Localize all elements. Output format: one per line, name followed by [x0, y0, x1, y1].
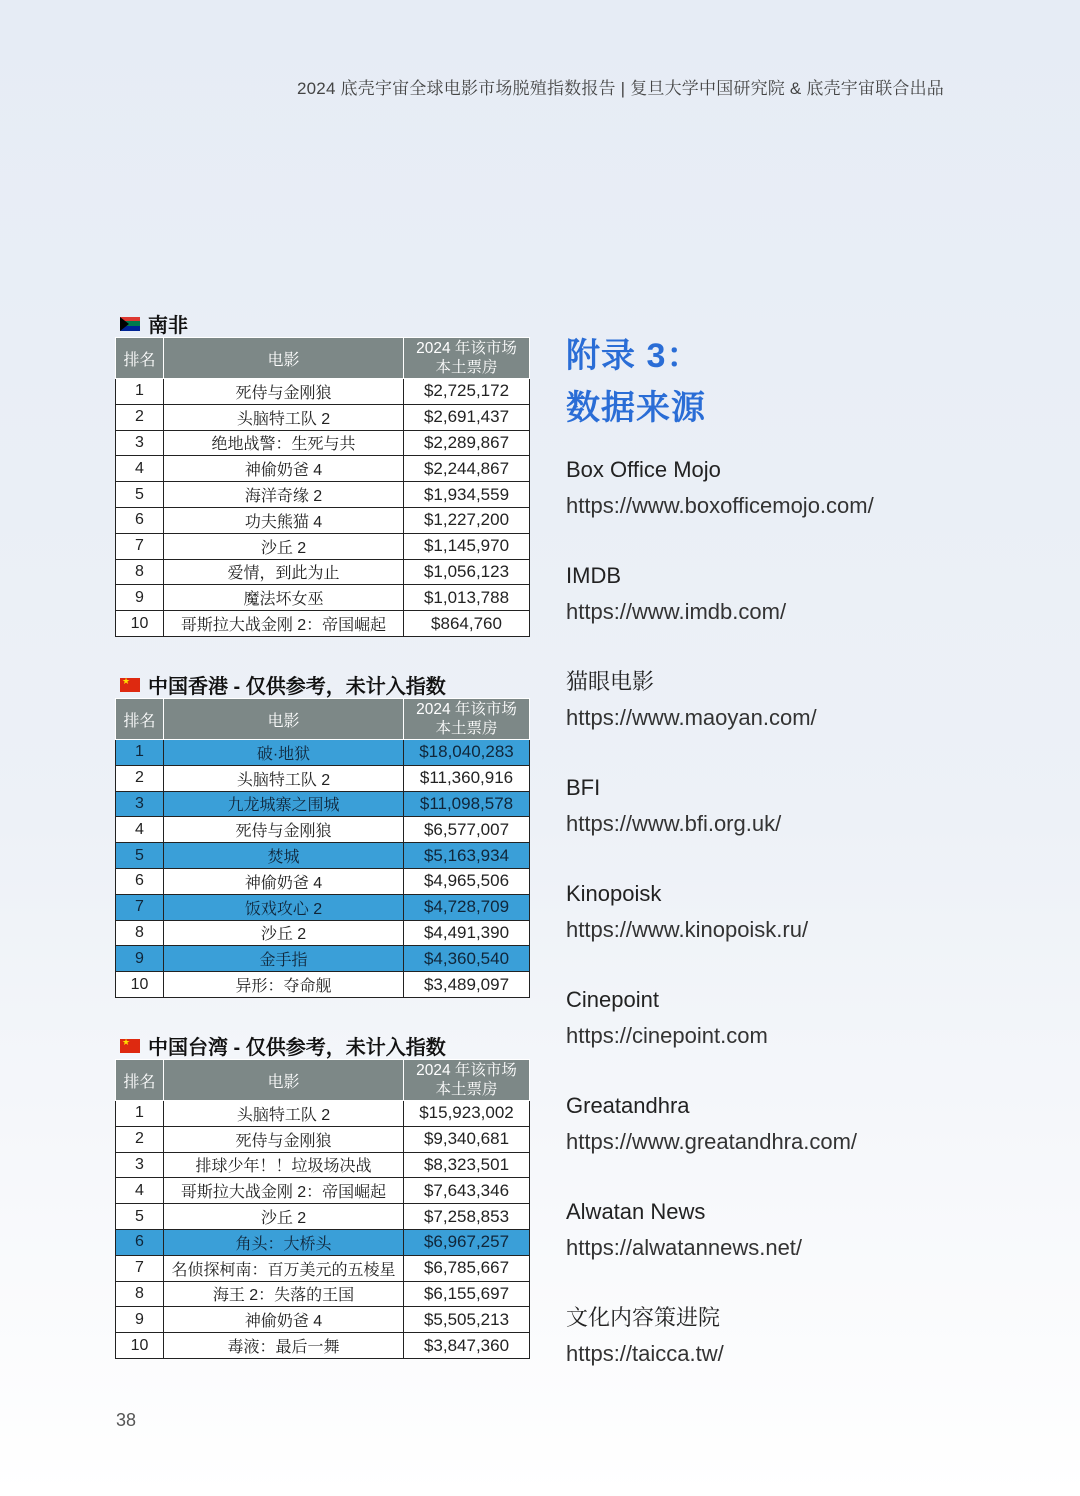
gross-cell: $2,244,867 [404, 456, 530, 482]
gross-cell: $4,728,709 [404, 894, 530, 920]
rank-cell: 2 [116, 1126, 164, 1152]
table-row [116, 868, 530, 894]
source-url-link[interactable]: https://www.bfi.org.uk/ [566, 811, 782, 836]
rank-cell: 6 [116, 1229, 164, 1255]
film-cell: 头脑特工队 2 [164, 1101, 404, 1127]
film-cell: 海王 2：失落的王国 [164, 1281, 404, 1307]
film-column-header: 电影 [164, 699, 404, 740]
table-row [116, 1255, 530, 1281]
film-column-header: 电影 [164, 1060, 404, 1101]
rank-cell: 1 [116, 740, 164, 766]
film-column-header: 电影 [164, 338, 404, 379]
gross-cell: $4,491,390 [404, 920, 530, 946]
section-title-taiwan [120, 1031, 446, 1060]
source-item [566, 773, 1046, 839]
table-row [116, 533, 530, 559]
source-url-link[interactable]: https://www.greatandhra.com/ [566, 1129, 858, 1154]
source-item [566, 1091, 1046, 1157]
appendix-title-line2: 数据来源 [566, 389, 706, 427]
rank-cell: 5 [116, 843, 164, 869]
film-cell: 神偷奶爸 4 [164, 456, 404, 482]
film-cell: 头脑特工队 2 [164, 404, 404, 430]
film-cell: 沙丘 2 [164, 920, 404, 946]
gross-cell: $9,340,681 [404, 1126, 530, 1152]
table-row [116, 1152, 530, 1178]
source-name: Kinopoisk [566, 881, 662, 906]
gross-cell: $3,847,360 [404, 1333, 530, 1359]
film-cell: 金手指 [164, 946, 404, 972]
rank-cell: 7 [116, 894, 164, 920]
table-row [116, 559, 530, 585]
film-cell: 破·地狱 [164, 740, 404, 766]
section-title-text: 中国台湾 - 仅供参考，未计入指数 [148, 1037, 446, 1059]
source-name: Alwatan News [566, 1199, 706, 1224]
gross-cell: $11,098,578 [404, 791, 530, 817]
gross-cell: $3,489,097 [404, 972, 530, 998]
film-cell: 角头：大桥头 [164, 1229, 404, 1255]
page-header: 2024 底壳宇宙全球电影市场脱殖指数报告 | 复旦大学中国研究院 & 底壳宇宙联合出品 [297, 79, 944, 98]
source-url-link[interactable]: https://www.imdb.com/ [566, 599, 787, 624]
appendix-title-line1: 附录 3： [566, 337, 702, 375]
gross-cell: $1,056,123 [404, 559, 530, 585]
film-cell: 爱情，到此为止 [164, 559, 404, 585]
page-number: 38 [116, 1410, 137, 1430]
table-row [116, 1281, 530, 1307]
market-header-line2: 本土票房 [435, 720, 498, 737]
gross-cell: $6,155,697 [404, 1281, 530, 1307]
rank-cell: 10 [116, 972, 164, 998]
rank-cell: 6 [116, 507, 164, 533]
gross-cell: $2,691,437 [404, 404, 530, 430]
box-office-table-south-africa [115, 337, 530, 637]
source-url-link[interactable]: https://www.kinopoisk.ru/ [566, 917, 809, 942]
gross-cell: $4,965,506 [404, 868, 530, 894]
gross-cell: $15,923,002 [404, 1101, 530, 1127]
source-item [566, 667, 1046, 733]
rank-cell: 5 [116, 482, 164, 508]
source-name: Greatandhra [566, 1093, 690, 1118]
table-row [116, 1101, 530, 1127]
table-row [116, 456, 530, 482]
film-cell: 异形：夺命舰 [164, 972, 404, 998]
section-title-text: 南非 [148, 315, 188, 337]
source-item [566, 985, 1046, 1051]
source-name: 猫眼电影 [566, 669, 655, 694]
film-cell: 排球少年！！垃圾场决战 [164, 1152, 404, 1178]
rank-cell: 9 [116, 585, 164, 611]
china-flag-icon [120, 1039, 140, 1053]
box-office-table-taiwan [115, 1059, 530, 1359]
gross-cell: $4,360,540 [404, 946, 530, 972]
gross-cell: $6,967,257 [404, 1229, 530, 1255]
gross-cell: $1,013,788 [404, 585, 530, 611]
source-name: Cinepoint [566, 987, 659, 1012]
film-cell: 魔法坏女巫 [164, 585, 404, 611]
gross-cell: $1,145,970 [404, 533, 530, 559]
rank-cell: 2 [116, 765, 164, 791]
table-row [116, 817, 530, 843]
rank-cell: 1 [116, 379, 164, 405]
rank-cell: 3 [116, 791, 164, 817]
source-item [566, 561, 1046, 627]
gross-cell: $6,577,007 [404, 817, 530, 843]
gross-cell: $1,227,200 [404, 507, 530, 533]
gross-cell: $7,643,346 [404, 1178, 530, 1204]
table-row [116, 379, 530, 405]
rank-cell: 4 [116, 456, 164, 482]
market-gross-column-header [404, 699, 530, 740]
rank-column-header: 排名 [116, 1060, 164, 1101]
source-name: BFI [566, 775, 601, 800]
table-row [116, 1333, 530, 1359]
south-africa-flag-icon [120, 317, 140, 331]
gross-cell: $2,725,172 [404, 379, 530, 405]
market-gross-column-header [404, 338, 530, 379]
rank-cell: 2 [116, 404, 164, 430]
source-url-link[interactable]: https://alwatannews.net/ [566, 1235, 803, 1260]
table-row [116, 740, 530, 766]
gross-cell: $2,289,867 [404, 430, 530, 456]
source-url-link[interactable]: https://www.boxofficemojo.com/ [566, 493, 874, 518]
table-row [116, 585, 530, 611]
gross-cell: $8,323,501 [404, 1152, 530, 1178]
table-row [116, 765, 530, 791]
rank-cell: 5 [116, 1204, 164, 1230]
film-cell: 死侍与金刚狼 [164, 817, 404, 843]
rank-cell: 8 [116, 920, 164, 946]
market-header-line2: 本土票房 [435, 1081, 498, 1098]
rank-cell: 8 [116, 1281, 164, 1307]
rank-cell: 6 [116, 868, 164, 894]
rank-cell: 10 [116, 611, 164, 637]
table-row [116, 1307, 530, 1333]
table-row [116, 1178, 530, 1204]
source-name: Box Office Mojo [566, 457, 721, 482]
table-row [116, 482, 530, 508]
film-cell: 名侦探柯南：百万美元的五棱星 [164, 1255, 404, 1281]
gross-cell: $5,163,934 [404, 843, 530, 869]
market-header-line1: 2024 年该市场 [416, 340, 517, 357]
source-name: IMDB [566, 563, 621, 588]
film-cell: 哥斯拉大战金刚 2：帝国崛起 [164, 611, 404, 637]
film-cell: 绝地战警：生死与共 [164, 430, 404, 456]
source-url-link[interactable]: https://www.maoyan.com/ [566, 705, 817, 730]
film-cell: 沙丘 2 [164, 1204, 404, 1230]
source-item [566, 455, 1046, 521]
table-row [116, 920, 530, 946]
table-row [116, 507, 530, 533]
rank-cell: 4 [116, 1178, 164, 1204]
rank-column-header: 排名 [116, 699, 164, 740]
film-cell: 头脑特工队 2 [164, 765, 404, 791]
rank-cell: 7 [116, 533, 164, 559]
section-title-hong-kong [120, 670, 446, 699]
rank-cell: 8 [116, 559, 164, 585]
rank-cell: 4 [116, 817, 164, 843]
film-cell: 神偷奶爸 4 [164, 1307, 404, 1333]
source-url-link[interactable]: https://cinepoint.com [566, 1023, 768, 1048]
table-row [116, 894, 530, 920]
source-name: 文化内容策进院 [566, 1305, 721, 1330]
film-cell: 死侍与金刚狼 [164, 1126, 404, 1152]
table-row [116, 946, 530, 972]
gross-cell: $1,934,559 [404, 482, 530, 508]
table-row [116, 843, 530, 869]
rank-cell: 7 [116, 1255, 164, 1281]
rank-cell: 1 [116, 1101, 164, 1127]
gross-cell: $864,760 [404, 611, 530, 637]
gross-cell: $7,258,853 [404, 1204, 530, 1230]
film-cell: 功夫熊猫 4 [164, 507, 404, 533]
table-row [116, 1229, 530, 1255]
gross-cell: $6,785,667 [404, 1255, 530, 1281]
gross-cell: $18,040,283 [404, 740, 530, 766]
table-header-row [116, 699, 530, 740]
market-header-line2: 本土票房 [435, 359, 498, 376]
table-row [116, 611, 530, 637]
film-cell: 海洋奇缘 2 [164, 482, 404, 508]
gross-cell: $11,360,916 [404, 765, 530, 791]
film-cell: 哥斯拉大战金刚 2：帝国崛起 [164, 1178, 404, 1204]
table-row [116, 791, 530, 817]
rank-cell: 3 [116, 430, 164, 456]
table-row [116, 1126, 530, 1152]
film-cell: 死侍与金刚狼 [164, 379, 404, 405]
film-cell: 毒液：最后一舞 [164, 1333, 404, 1359]
rank-cell: 10 [116, 1333, 164, 1359]
source-item [566, 1303, 1046, 1369]
source-item [566, 1197, 1046, 1263]
china-flag-icon [120, 678, 140, 692]
rank-cell: 9 [116, 1307, 164, 1333]
market-header-line1: 2024 年该市场 [416, 701, 517, 718]
source-item [566, 879, 1046, 945]
rank-column-header: 排名 [116, 338, 164, 379]
market-header-line1: 2024 年该市场 [416, 1062, 517, 1079]
section-title-south-africa [120, 309, 188, 338]
table-row [116, 972, 530, 998]
rank-cell: 9 [116, 946, 164, 972]
source-url-link[interactable]: https://taicca.tw/ [566, 1341, 724, 1366]
table-row [116, 404, 530, 430]
rank-cell: 3 [116, 1152, 164, 1178]
film-cell: 神偷奶爸 4 [164, 868, 404, 894]
table-row [116, 1204, 530, 1230]
gross-cell: $5,505,213 [404, 1307, 530, 1333]
table-row [116, 430, 530, 456]
box-office-table-hong-kong [115, 698, 530, 998]
film-cell: 九龙城寨之围城 [164, 791, 404, 817]
film-cell: 饭戏攻心 2 [164, 894, 404, 920]
appendix-title [566, 330, 706, 434]
table-header-row [116, 338, 530, 379]
film-cell: 焚城 [164, 843, 404, 869]
market-gross-column-header [404, 1060, 530, 1101]
film-cell: 沙丘 2 [164, 533, 404, 559]
section-title-text: 中国香港 - 仅供参考，未计入指数 [148, 676, 446, 698]
table-header-row [116, 1060, 530, 1101]
